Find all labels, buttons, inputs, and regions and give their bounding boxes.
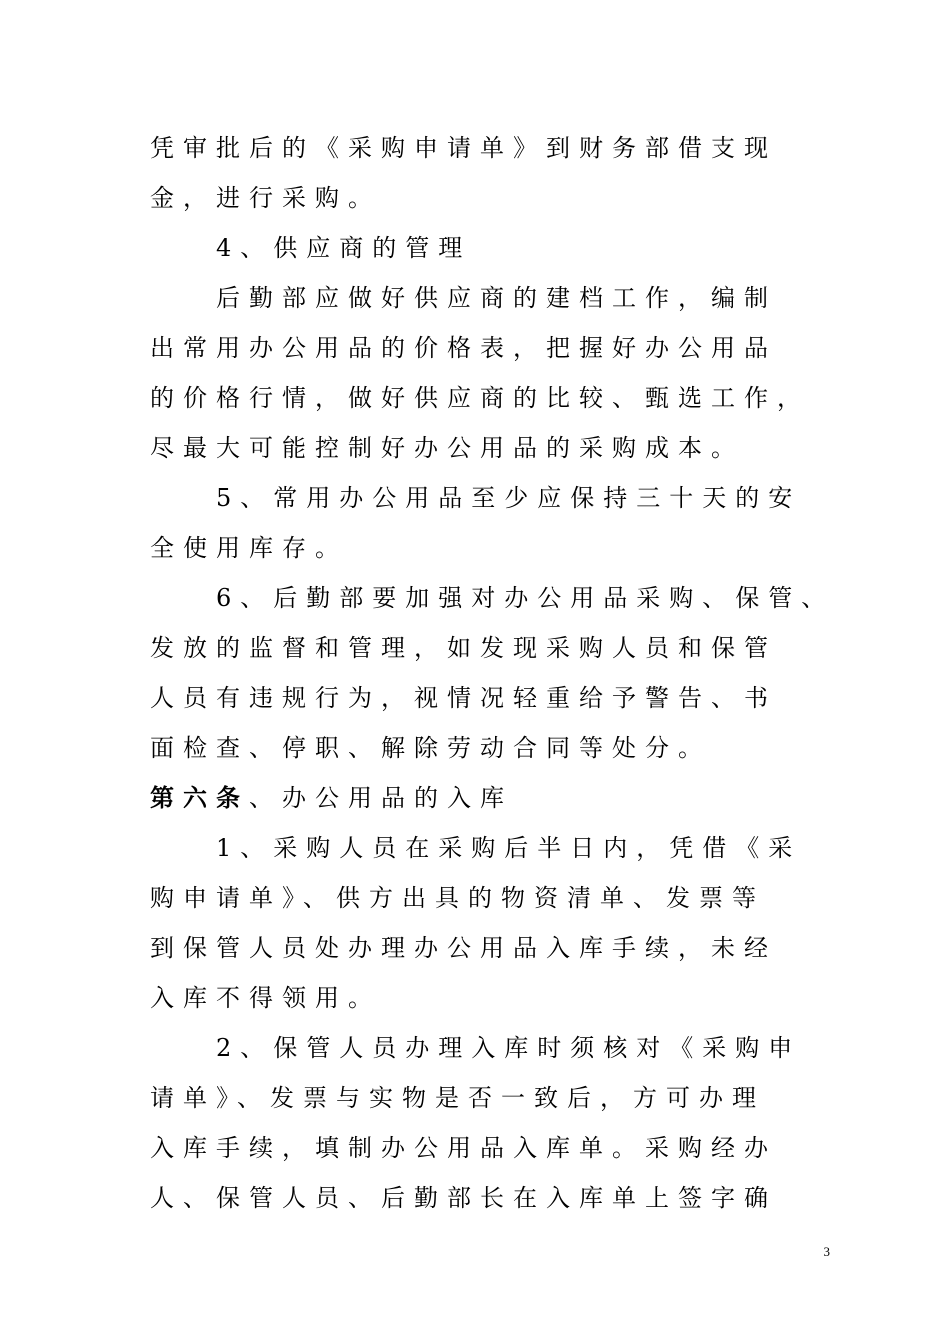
text-line: 6、后勤部要加强对办公用品采购、保管、 [216, 584, 835, 612]
text-line: 尽最大可能控制好办公用品的采购成本。 [150, 434, 744, 462]
text-line: 5、常用办公用品至少应保持三十天的安 [216, 484, 802, 512]
text-line: 购申请单》、供方出具的物资清单、发票等 [150, 884, 765, 912]
text-line: 4、供应商的管理 [216, 234, 472, 262]
text-line: 凭审批后的《采购申请单》到财务部借支现 [150, 134, 777, 162]
text-line: 的价格行情，做好供应商的比较、甄选工作， [150, 384, 810, 412]
text-line: 金，进行采购。 [150, 184, 381, 212]
text-line: 2、保管人员办理入库时须核对《采购申 [216, 1034, 802, 1062]
text-line: 出常用办公用品的价格表，把握好办公用品 [150, 334, 777, 362]
text-line: 到保管人员处办理办公用品入库手续，未经 [150, 934, 777, 962]
page-number: 3 [823, 1244, 830, 1259]
article-label: 第六条 [150, 783, 249, 812]
text-line: 请单》、发票与实物是否一致后，方可办理 [150, 1084, 765, 1112]
text-line: 面检查、停职、解除劳动合同等处分。 [150, 734, 711, 762]
text-line: 人员有违规行为，视情况轻重给予警告、书 [150, 684, 777, 712]
text-line: 1、采购人员在采购后半日内，凭借《采 [216, 834, 802, 862]
text-line: 后勤部应做好供应商的建档工作，编制 [216, 284, 777, 312]
article-heading [150, 778, 830, 818]
text-line: 入库不得领用。 [150, 984, 381, 1012]
text-line: 入库手续，填制办公用品入库单。采购经办 [150, 1134, 777, 1162]
text-line: 人、保管人员、后勤部长在入库单上签字确 [150, 1184, 777, 1212]
article-title: 、办公用品的入库 [249, 784, 513, 812]
text-line: 全使用库存。 [150, 534, 348, 562]
text-line: 发放的监督和管理，如发现采购人员和保管 [150, 634, 777, 662]
